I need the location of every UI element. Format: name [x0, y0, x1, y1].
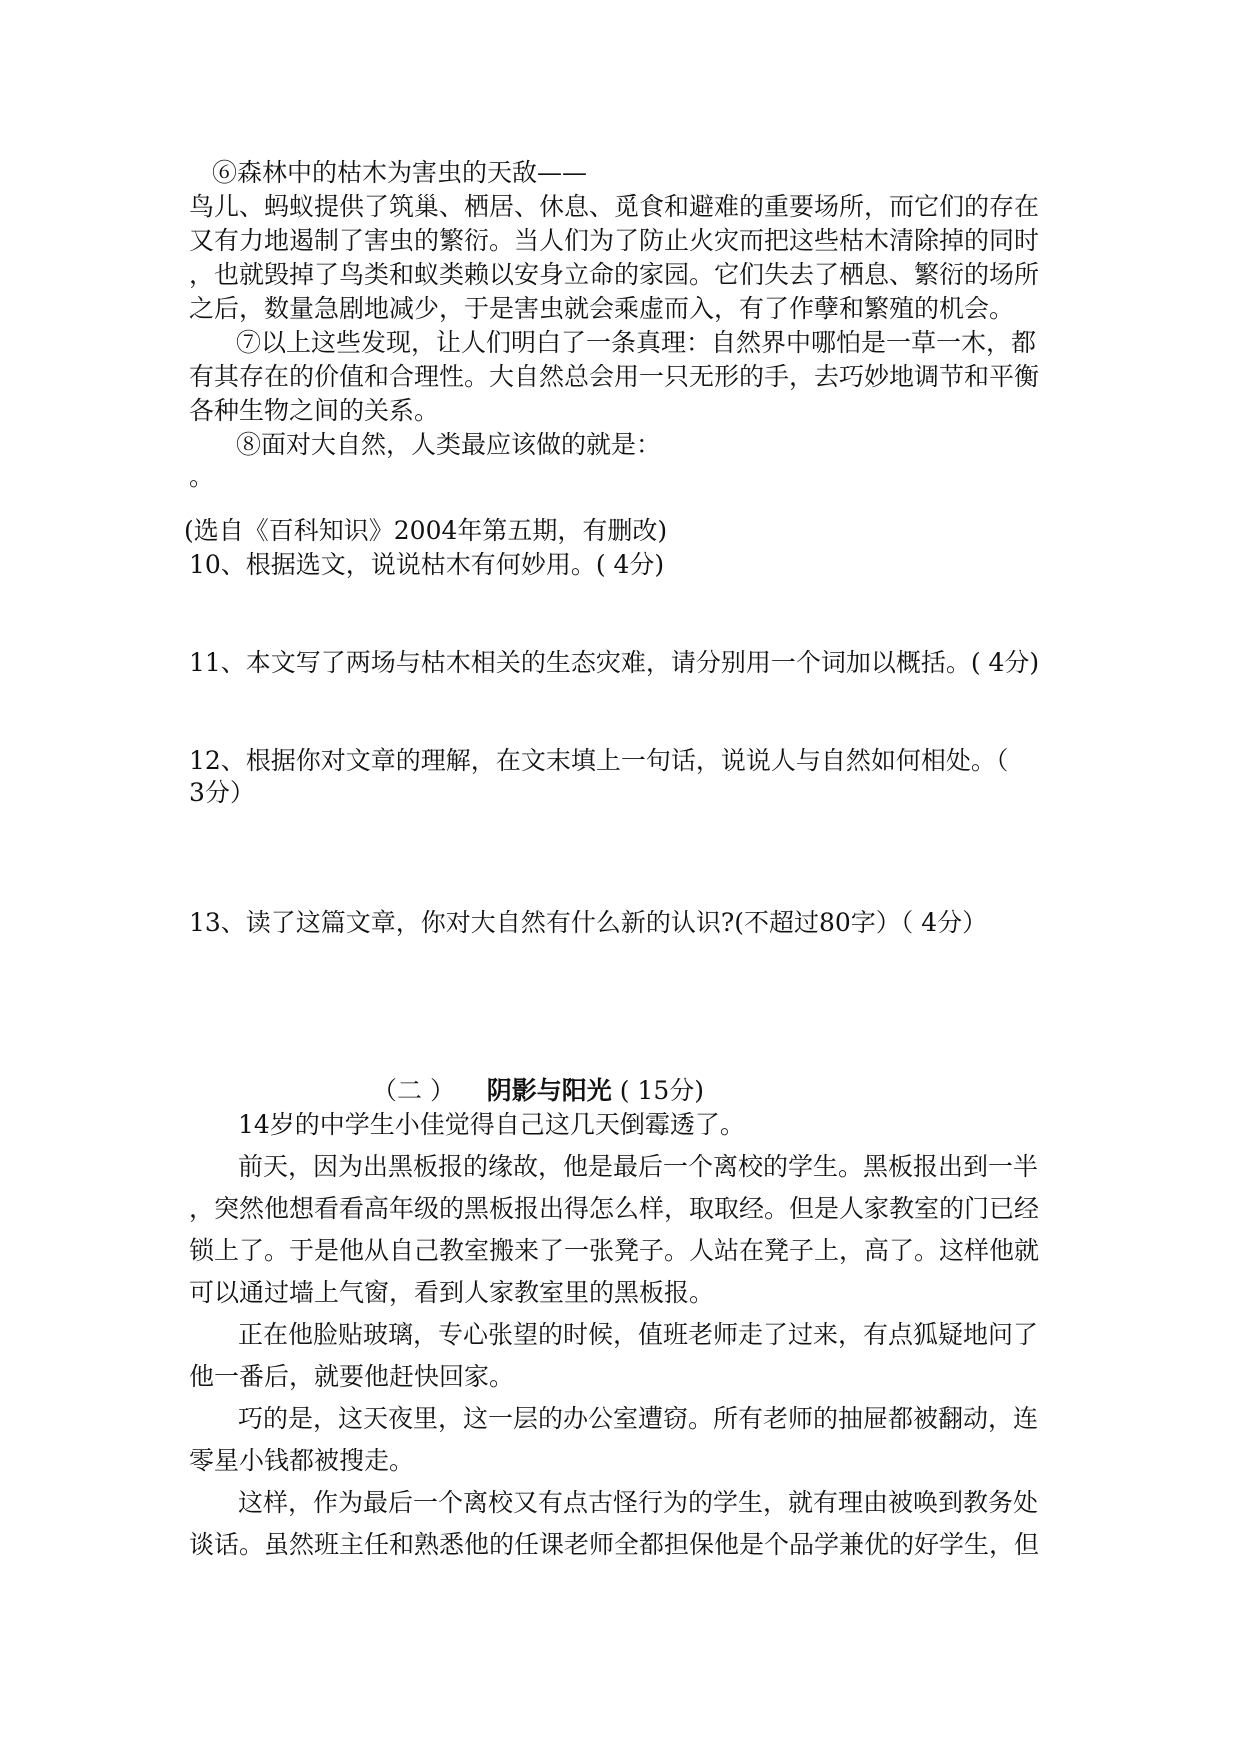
question-10: 10、根据选文，说说枯木有何妙用。( 4分) — [189, 550, 665, 579]
question-13: 13、读了这篇文章，你对大自然有什么新的认识?(不超过80字）（ 4分） — [189, 908, 988, 937]
section-title: 阴影与阳光 — [486, 1076, 612, 1105]
paragraph-line: 之后，数量急剧地减少，于是害虫就会乘虚而入，有了作孽和繁殖的机会。 — [189, 294, 1015, 323]
section-score: ( 15分) — [619, 1076, 704, 1105]
paragraph-line: 谈话。虽然班主任和熟悉他的任课老师全都担保他是个品学兼优的好学生，但 — [189, 1530, 1040, 1559]
paragraph-line: ⑥森林中的枯木为害虫的天敌—— — [212, 158, 588, 187]
paragraph-line: 有其存在的价值和合理性。大自然总会用一只无形的手，去巧妙地调节和平衡 — [189, 362, 1040, 391]
source-citation: (选自《百科知识》2004年第五期，有删改) — [184, 516, 668, 545]
paragraph-line: 前天，因为出黑板报的缘故，他是最后一个离校的学生。黑板报出到一半 — [238, 1152, 1039, 1181]
paragraph-line: ，突然他想看看高年级的黑板报出得怎么样，取取经。但是人家教室的门已经 — [189, 1194, 1040, 1223]
section-heading — [372, 1071, 704, 1107]
paragraph-line: 14岁的中学生小佳觉得自己这几天倒霉透了。 — [238, 1110, 745, 1139]
paragraph-line: 正在他脸贴玻璃，专心张望的时候，值班老师走了过来，有点狐疑地问了 — [238, 1320, 1039, 1349]
paragraph-line: 他一番后，就要他赶快回家。 — [189, 1362, 515, 1391]
question-11: 11、本文写了两场与枯木相关的生态灾难，请分别用一个词加以概括。( 4分) — [189, 648, 1040, 677]
paragraph-line: 零星小钱都被搜走。 — [189, 1446, 415, 1475]
paragraph-line: ，也就毁掉了鸟类和蚁类赖以安身立命的家园。它们失去了栖息、繁衍的场所 — [189, 260, 1040, 289]
paragraph-line: 鸟儿、蚂蚁提供了筑巢、栖居、休息、觅食和避难的重要场所，而它们的存在 — [189, 192, 1040, 221]
section-number: （二 ） — [372, 1076, 455, 1105]
paragraph-line: ⑦以上这些发现，让人们明白了一条真理：自然界中哪怕是一草一木，都 — [236, 328, 1037, 357]
paragraph-line: 各种生物之间的关系。 — [189, 396, 440, 425]
question-12: 12、根据你对文章的理解，在文末填上一句话，说说人与自然如何相处。（ — [189, 746, 1009, 775]
paragraph-line: 又有力地遏制了害虫的繁衍。当人们为了防止火灾而把这些枯木清除掉的同时 — [189, 226, 1040, 255]
paragraph-line: ⑧面对大自然，人类最应该做的就是： — [236, 430, 662, 459]
paragraph-line: 可以通过墙上气窗，看到人家教室里的黑板报。 — [189, 1278, 715, 1307]
paragraph-line: 这样，作为最后一个离校又有点古怪行为的学生，就有理由被唤到教务处 — [238, 1488, 1039, 1517]
paragraph-line: 。 — [189, 462, 215, 491]
paragraph-line: 巧的是，这天夜里，这一层的办公室遭窃。所有老师的抽屉都被翻动，连 — [238, 1404, 1039, 1433]
paragraph-line: 锁上了。于是他从自己教室搬来了一张凳子。人站在凳子上，高了。这样他就 — [189, 1236, 1040, 1265]
question-12-score: 3分） — [189, 778, 255, 807]
